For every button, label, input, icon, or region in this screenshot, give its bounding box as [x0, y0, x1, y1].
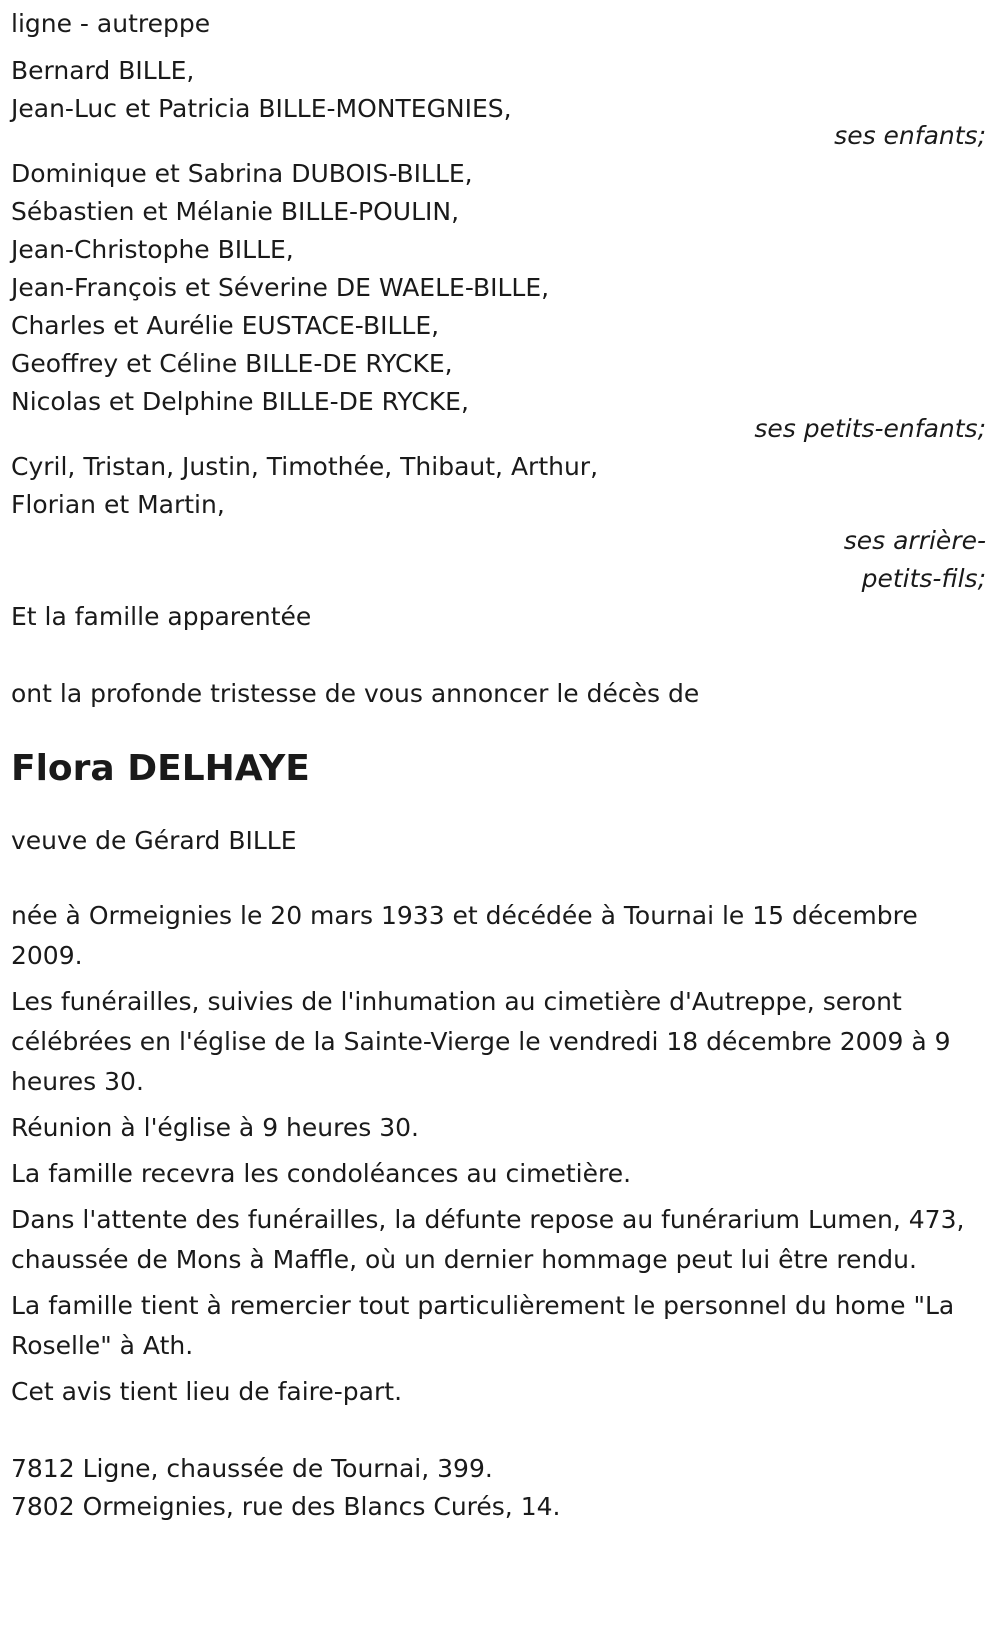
- grandchild-name: Dominique et Sabrina DUBOIS-BILLE,: [11, 159, 473, 188]
- children-group: [11, 51, 1000, 156]
- grandchild-name: Sébastien et Mélanie BILLE-POULIN,: [11, 197, 460, 226]
- birth-death-paragraph: née à Ormeignies le 20 mars 1933 et décédée à Tournai le 15 décembre 2009.: [11, 901, 918, 970]
- notice-header: ligne - autreppe: [11, 9, 211, 38]
- grandchild-name: Jean-François et Séverine DE WAELE-BILLE,: [11, 273, 550, 302]
- widow-of: veuve de Gérard BILLE: [11, 826, 297, 855]
- thanks-paragraph: La famille tient à remercier tout particulièrement le personnel du home "La Roselle" à Ath.: [11, 1291, 955, 1360]
- child-name: Jean-Luc et Patricia BILLE-MONTEGNIES,: [11, 94, 512, 123]
- grandchildren-group: [11, 154, 1000, 449]
- great-grandchildren-role: ses arrière-: [843, 526, 986, 555]
- deceased-name: Flora DELHAYE: [11, 748, 310, 789]
- funerarium-paragraph: Dans l'attente des funérailles, la défunte repose au funérarium Lumen, 473, chaussée de Mons à Maffle, où un dernier hommage peut lui être rendu.: [11, 1205, 965, 1274]
- related-family: Et la famille apparentée: [11, 602, 312, 631]
- great-grandchild-names: Cyril, Tristan, Justin, Timothée, Thibaut, Arthur,: [11, 452, 599, 481]
- details-section: [11, 896, 1000, 1412]
- grandchild-name: Geoffrey et Céline BILLE-DE RYCKE,: [11, 349, 453, 378]
- address-line: 7812 Ligne, chaussée de Tournai, 399.: [11, 1454, 493, 1483]
- great-grandchildren-group: [11, 447, 1000, 599]
- great-grandchild-names: Florian et Martin,: [11, 490, 225, 519]
- grandchildren-role: ses petits-enfants;: [754, 414, 986, 443]
- funeral-paragraph: Les funérailles, suivies de l'inhumation au cimetière d'Autreppe, seront célébrées en l'église de la Sainte-Vierge le vendredi 18 décembre 2009 à 9 heures 30.: [11, 987, 951, 1096]
- children-role: ses enfants;: [834, 121, 986, 150]
- child-name: Bernard BILLE,: [11, 56, 195, 85]
- grandchild-name: Jean-Christophe BILLE,: [11, 235, 294, 264]
- addresses: [11, 1449, 1000, 1527]
- great-grandchildren-role: petits-fils;: [861, 564, 986, 593]
- grandchild-name: Charles et Aurélie EUSTACE-BILLE,: [11, 311, 440, 340]
- condolences-paragraph: La famille recevra les condoléances au cimetière.: [11, 1159, 632, 1188]
- meeting-paragraph: Réunion à l'église à 9 heures 30.: [11, 1113, 419, 1142]
- announcement-text: ont la profonde tristesse de vous annoncer le décès de: [11, 679, 700, 708]
- address-line: 7802 Ormeignies, rue des Blancs Curés, 14.: [11, 1492, 561, 1521]
- notice-paragraph: Cet avis tient lieu de faire-part.: [11, 1377, 403, 1406]
- grandchild-name: Nicolas et Delphine BILLE-DE RYCKE,: [11, 387, 469, 416]
